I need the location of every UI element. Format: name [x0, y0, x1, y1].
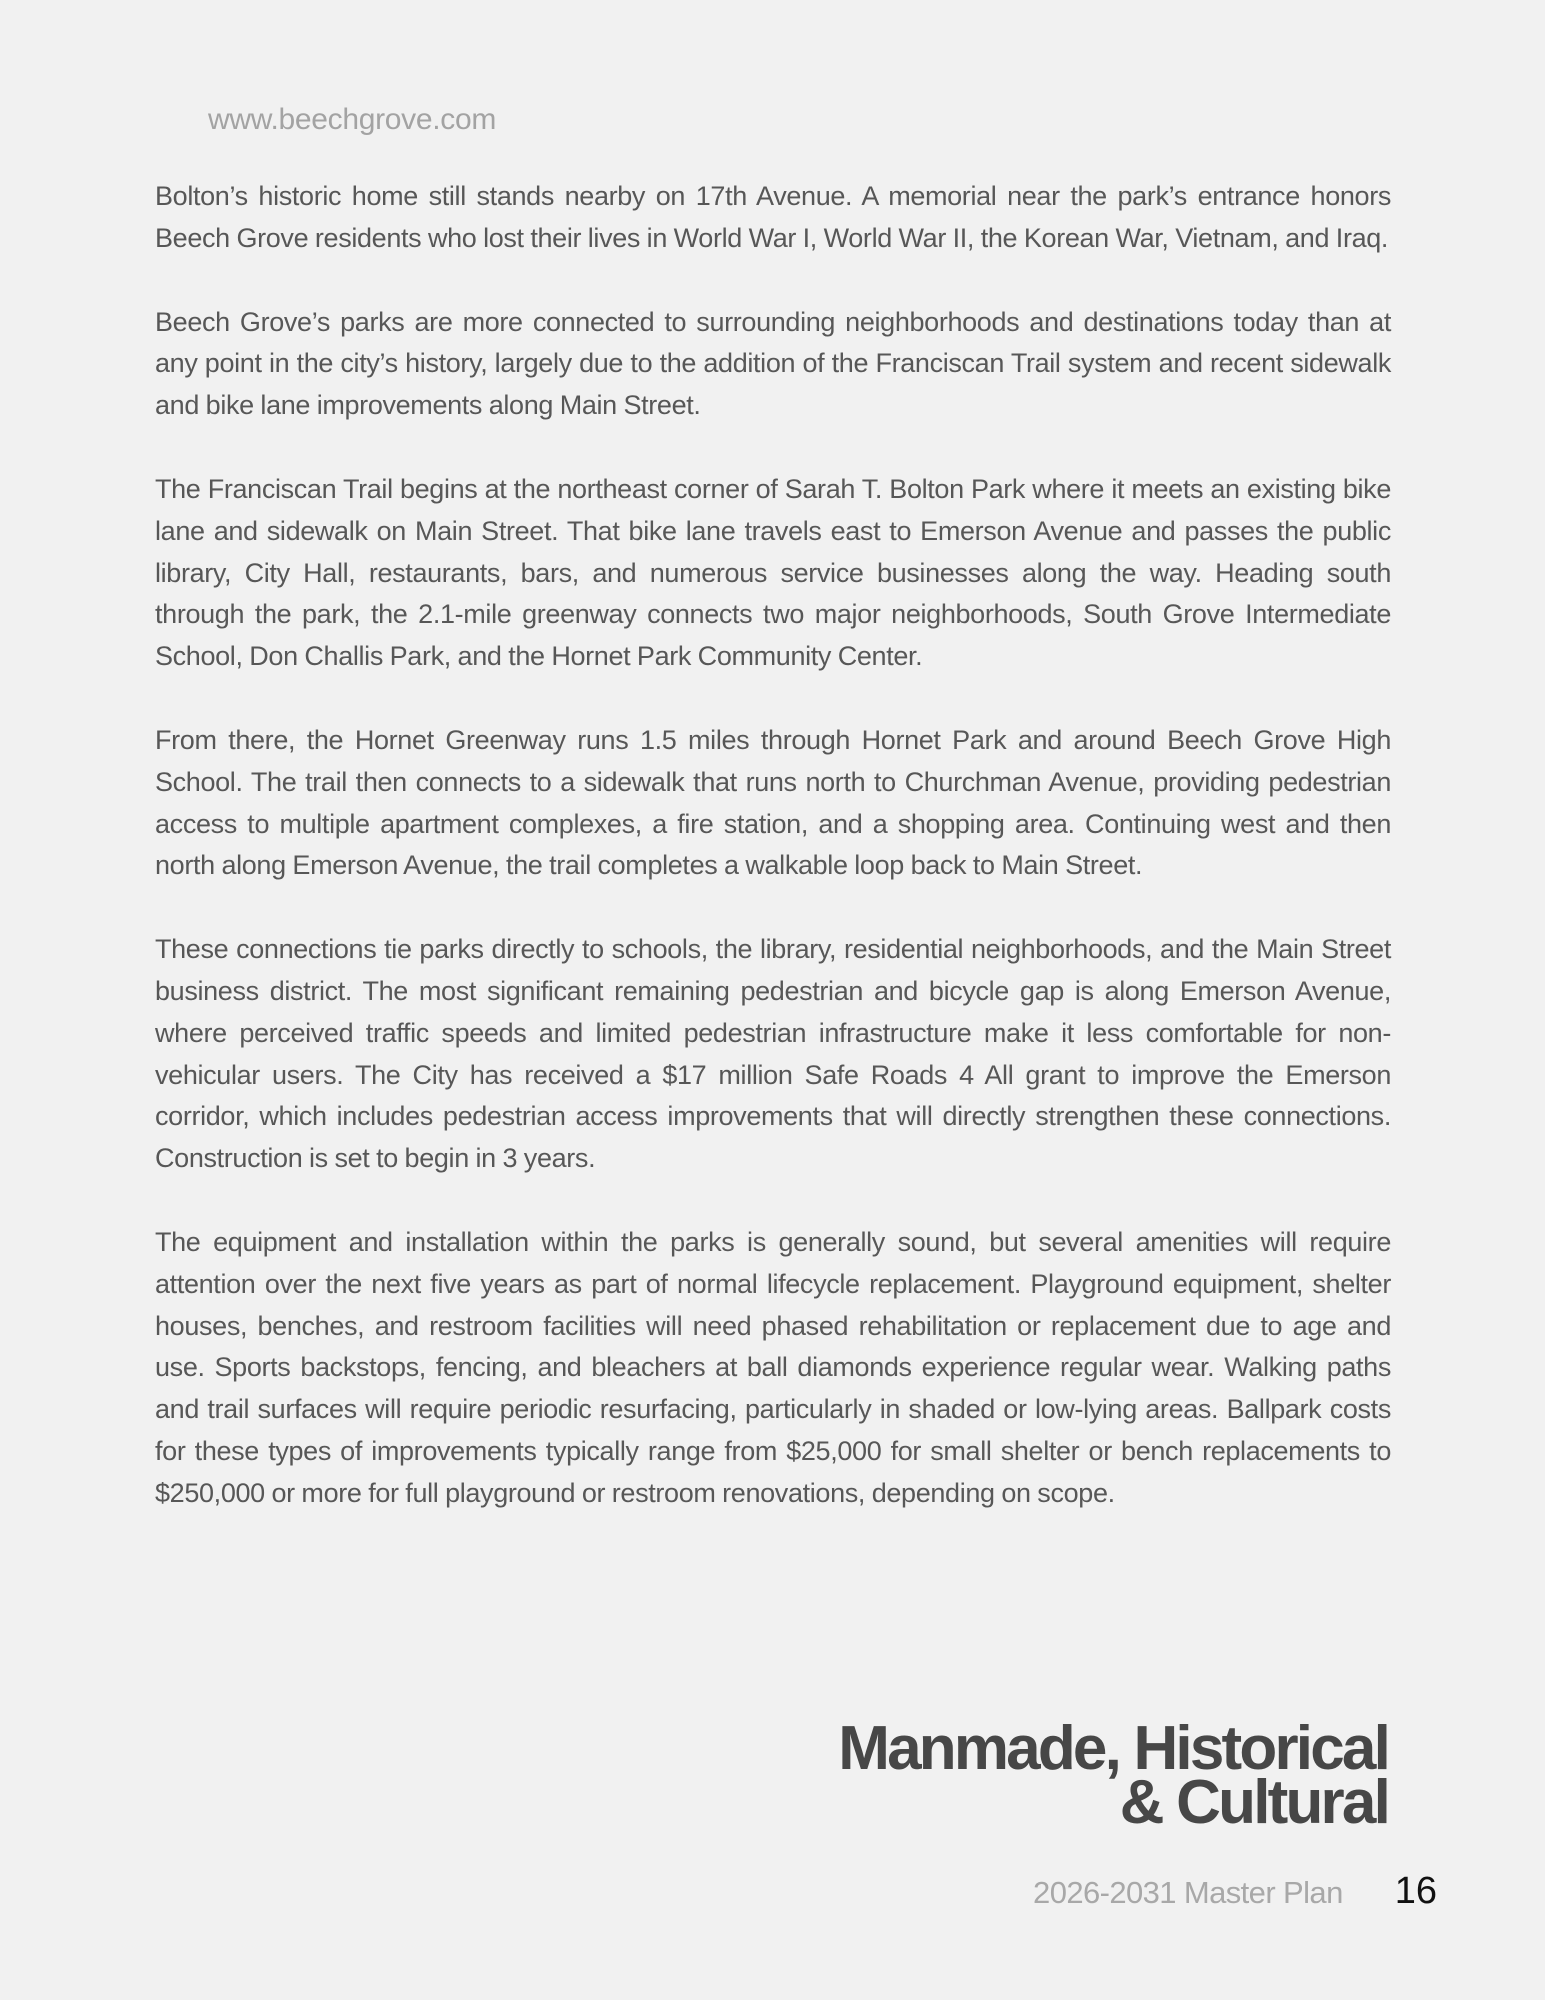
body-text: [155, 176, 1391, 1557]
paragraph-emerson-gap: These connections tie parks directly to schools, the library, residential neighborhoods, and the Main Street business district. The most significant remaining pedestrian and bicycle gap is along Emerson Avenue, where perceived traffic speeds and limited pedestrian infrastructure make it less comfortable for non-vehicular users. The City has received a $17 million Safe Roads 4 All grant to improve the Emerson corridor, which includes pedestrian access improvements that will directly strengthen these connections. Construction is set to begin in 3 years.: [155, 934, 1391, 1174]
paragraph-franciscan-trail: The Franciscan Trail begins at the northeast corner of Sarah T. Bolton Park where it meets an existing bike lane and sidewalk on Main Street. That bike lane travels east to Emerson Avenue and passes the public library, City Hall, restaurants, bars, and numerous service businesses along the way. Heading south through the park, the 2.1-mile greenway connects two major neighborhoods, South Grove Intermediate School, Don Challis Park, and the Hornet Park Community Center.: [155, 473, 1391, 672]
paragraph-bolton-memorial: Bolton’s historic home still stands nearby on 17th Avenue. A memorial near the park’s entrance honors Beech Grove residents who lost their lives in World War I, World War II, the Korean War, Vietnam, and Iraq.: [155, 181, 1391, 253]
paragraph-hornet-greenway: From there, the Hornet Greenway runs 1.5 miles through Hornet Park and around Beech Grove High School. The trail then connects to a sidewalk that runs north to Churchman Avenue, providing pedestrian access to multiple apartment complexes, a fire station, and a shopping area. Continuing west and then north along Emerson Avenue, the trail completes a walkable loop back to Main Street.: [155, 724, 1391, 881]
page-number: 16: [1394, 1870, 1437, 1912]
footer-plan-title: 2026-2031 Master Plan: [1033, 1875, 1343, 1910]
paragraph-equipment-lifecycle: The equipment and installation within the parks is generally sound, but several amenities will require attention over the next five years as part of normal lifecycle replacement. Playground equipment, shelter houses, benches, and restroom facilities will need phased rehabilitation or replacement due to age and use. Sports backstops, fencing, and bleachers at ball diamonds experience regular wear. Walking paths and trail surfaces will require periodic resurfacing, particularly in shaded or low-lying areas. Ballpark costs for these types of improvements typically range from $25,000 for small shelter or bench replacements to $250,000 or more for full playground or restroom renovations, depending on scope.: [155, 1226, 1391, 1508]
section-title: [838, 1714, 1388, 1837]
paragraph-park-connections: Beech Grove’s parks are more connected to surrounding neighborhoods and destinations today than at any point in the city’s history, largely due to the addition of the Franciscan Trail system and recent sidewalk and bike lane improvements along Main Street.: [155, 306, 1391, 421]
page-footer: [1033, 1870, 1437, 1913]
section-title-line-2: & Cultural: [1119, 1768, 1388, 1837]
section-title-line-1: Manmade, Historical: [838, 1714, 1388, 1783]
website-url: www.beechgrove.com: [208, 103, 497, 136]
